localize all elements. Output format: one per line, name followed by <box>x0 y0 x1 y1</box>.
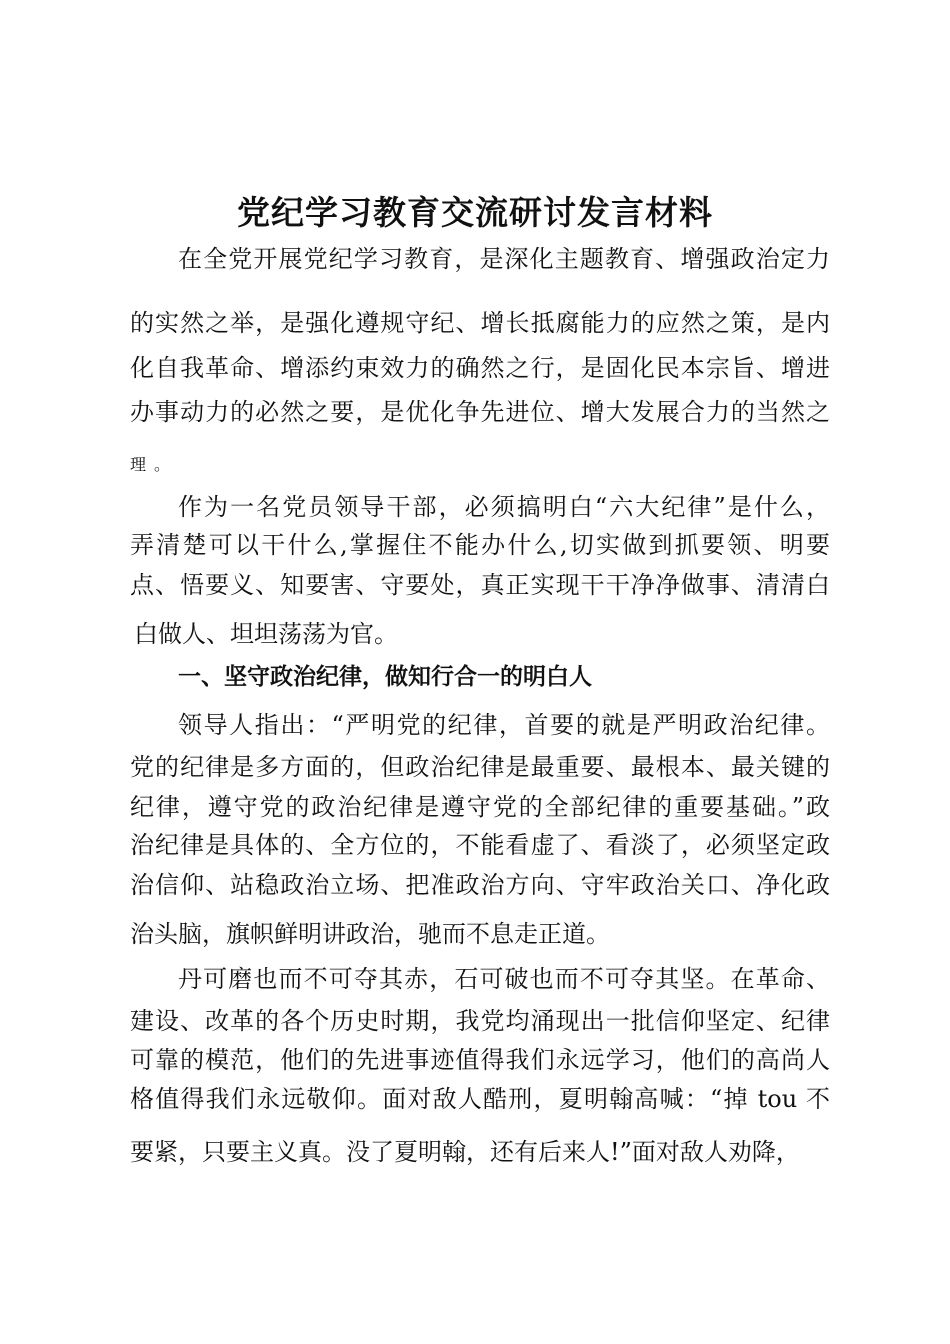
paragraph-line: 领导人指出：“严明党的纪律，首要的就是严明政治纪律。 <box>178 711 830 739</box>
document-title: 党纪学习教育交流研讨发言材料 <box>237 193 713 232</box>
paragraph-line: 白做人、坦坦荡荡为官。 <box>134 620 398 648</box>
paragraph-line: 治纪律是具体的、全方位的，不能看虚了、看淡了，必须坚定政 <box>130 831 830 859</box>
paragraph-line: 理。 <box>130 455 179 474</box>
paragraph-line: 作为一名党员领导干部，必须搞明白“六大纪律”是什么， <box>178 493 830 521</box>
paragraph-line: 办事动力的必然之要，是优化争先进位、增大发展合力的当然之 <box>130 398 830 426</box>
paragraph-line: 化自我革命、增添约束效力的确然之行，是固化民本宗旨、增进 <box>130 354 830 382</box>
section-heading: 一、坚守政治纪律，做知行合一的明白人 <box>178 664 592 690</box>
paragraph-line: 治信仰、站稳政治立场、把准政治方向、守牢政治关口、净化政 <box>130 871 830 899</box>
paragraph-line: 点、悟要义、知要害、守要处，真正实现干干净净做事、清清白 <box>130 571 830 599</box>
paragraph-line: 格值得我们永远敬仰。面对敌人酷刑，夏明翰高喊：“掉 tou 不 <box>130 1085 830 1113</box>
paragraph-line: 丹可磨也而不可夺其赤，石可破也而不可夺其坚。在革命、 <box>178 965 830 993</box>
paragraph-line: 党的纪律是多方面的，但政治纪律是最重要、最根本、最关键的 <box>130 753 830 781</box>
paragraph-line: 要紧，只要主义真。没了夏明翰，还有后来人!”面对敌人劝降， <box>130 1138 800 1166</box>
paragraph-line: 可靠的模范，他们的先进事迹值得我们永远学习，他们的高尚人 <box>130 1046 830 1074</box>
paragraph-line: 在全党开展党纪学习教育，是深化主题教育、增强政治定力 <box>178 245 830 273</box>
paragraph-line: 建设、改革的各个历史时期，我党均涌现出一批信仰坚定、纪律 <box>130 1007 830 1035</box>
paragraph-line: 弄清楚可以干什么,掌握住不能办什么,切实做到抓要领、明要 <box>130 531 830 559</box>
paragraph-line: 治头脑，旗帜鲜明讲政治，驰而不息走正道。 <box>130 920 610 948</box>
paragraph-line: 纪律，遵守党的政治纪律是遵守党的全部纪律的重要基础。”政 <box>130 793 830 821</box>
paragraph-line: 的实然之举，是强化遵规守纪、增长抵腐能力的应然之策，是内 <box>130 309 830 337</box>
